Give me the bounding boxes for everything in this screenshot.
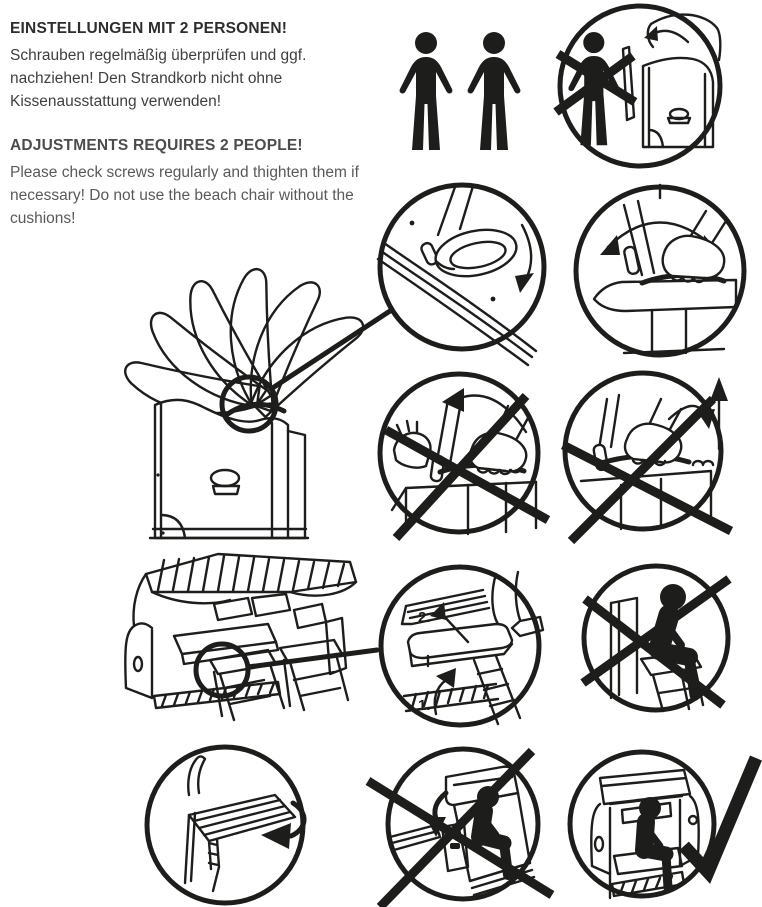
curved-arrow-icon — [515, 225, 534, 293]
body-german — [10, 44, 382, 113]
body-english — [10, 161, 382, 230]
ledge-outline — [581, 471, 711, 529]
fold-down-step-figure — [143, 743, 307, 907]
body-english-line: necessary! Do not use the beach chair without the — [10, 187, 354, 204]
body-german-line: Schrauben regelmäßig überprüfen und ggf. — [10, 47, 307, 64]
body-english-line: cushions! — [10, 210, 76, 227]
step-1-label: 1. — [418, 697, 431, 714]
beach-chair-illustration — [118, 548, 393, 758]
hood-positions-illustration — [20, 253, 400, 548]
hand-icon — [663, 211, 726, 282]
heading-english: ADJUSTMENTS REQUIRES 2 PEOPLE! — [10, 137, 303, 154]
body-german-line: Kissenausstattung verwenden! — [10, 93, 222, 110]
curved-arrow-icon — [644, 26, 688, 42]
person-icon — [400, 32, 453, 150]
heading-german: EINSTELLUNGEN MIT 2 PERSONEN! — [10, 20, 288, 37]
latch-loop — [420, 223, 521, 283]
person-icon — [468, 32, 521, 150]
side-panel — [125, 623, 152, 698]
wrong-grip-prohibited-figure — [376, 370, 542, 536]
warning-text-block — [10, 20, 382, 230]
two-persons-pictogram — [396, 32, 524, 154]
hood-latch-detail-figure — [376, 181, 548, 353]
lift-prohibited-figure — [561, 369, 726, 534]
step-2-label: 2. — [418, 609, 431, 626]
seated-person-icon — [639, 797, 668, 888]
strap-buckle — [623, 201, 654, 275]
no-sitting-on-footrest-figure — [581, 563, 731, 713]
detail-connector-line — [271, 311, 390, 389]
correct-seating-figure — [566, 748, 718, 900]
footrest-extension-steps-figure — [378, 564, 543, 729]
hold-strap-correct-figure — [572, 183, 748, 359]
body-english-line: Please check screws regularly and thighten them if — [10, 164, 359, 181]
no-recline-occupied-figure — [384, 745, 542, 903]
no-single-person-adjustment-figure — [553, 2, 723, 172]
bench-glyph — [668, 109, 690, 123]
body-german-line: nachziehen! Den Strandkorb nicht ohne — [10, 70, 283, 87]
